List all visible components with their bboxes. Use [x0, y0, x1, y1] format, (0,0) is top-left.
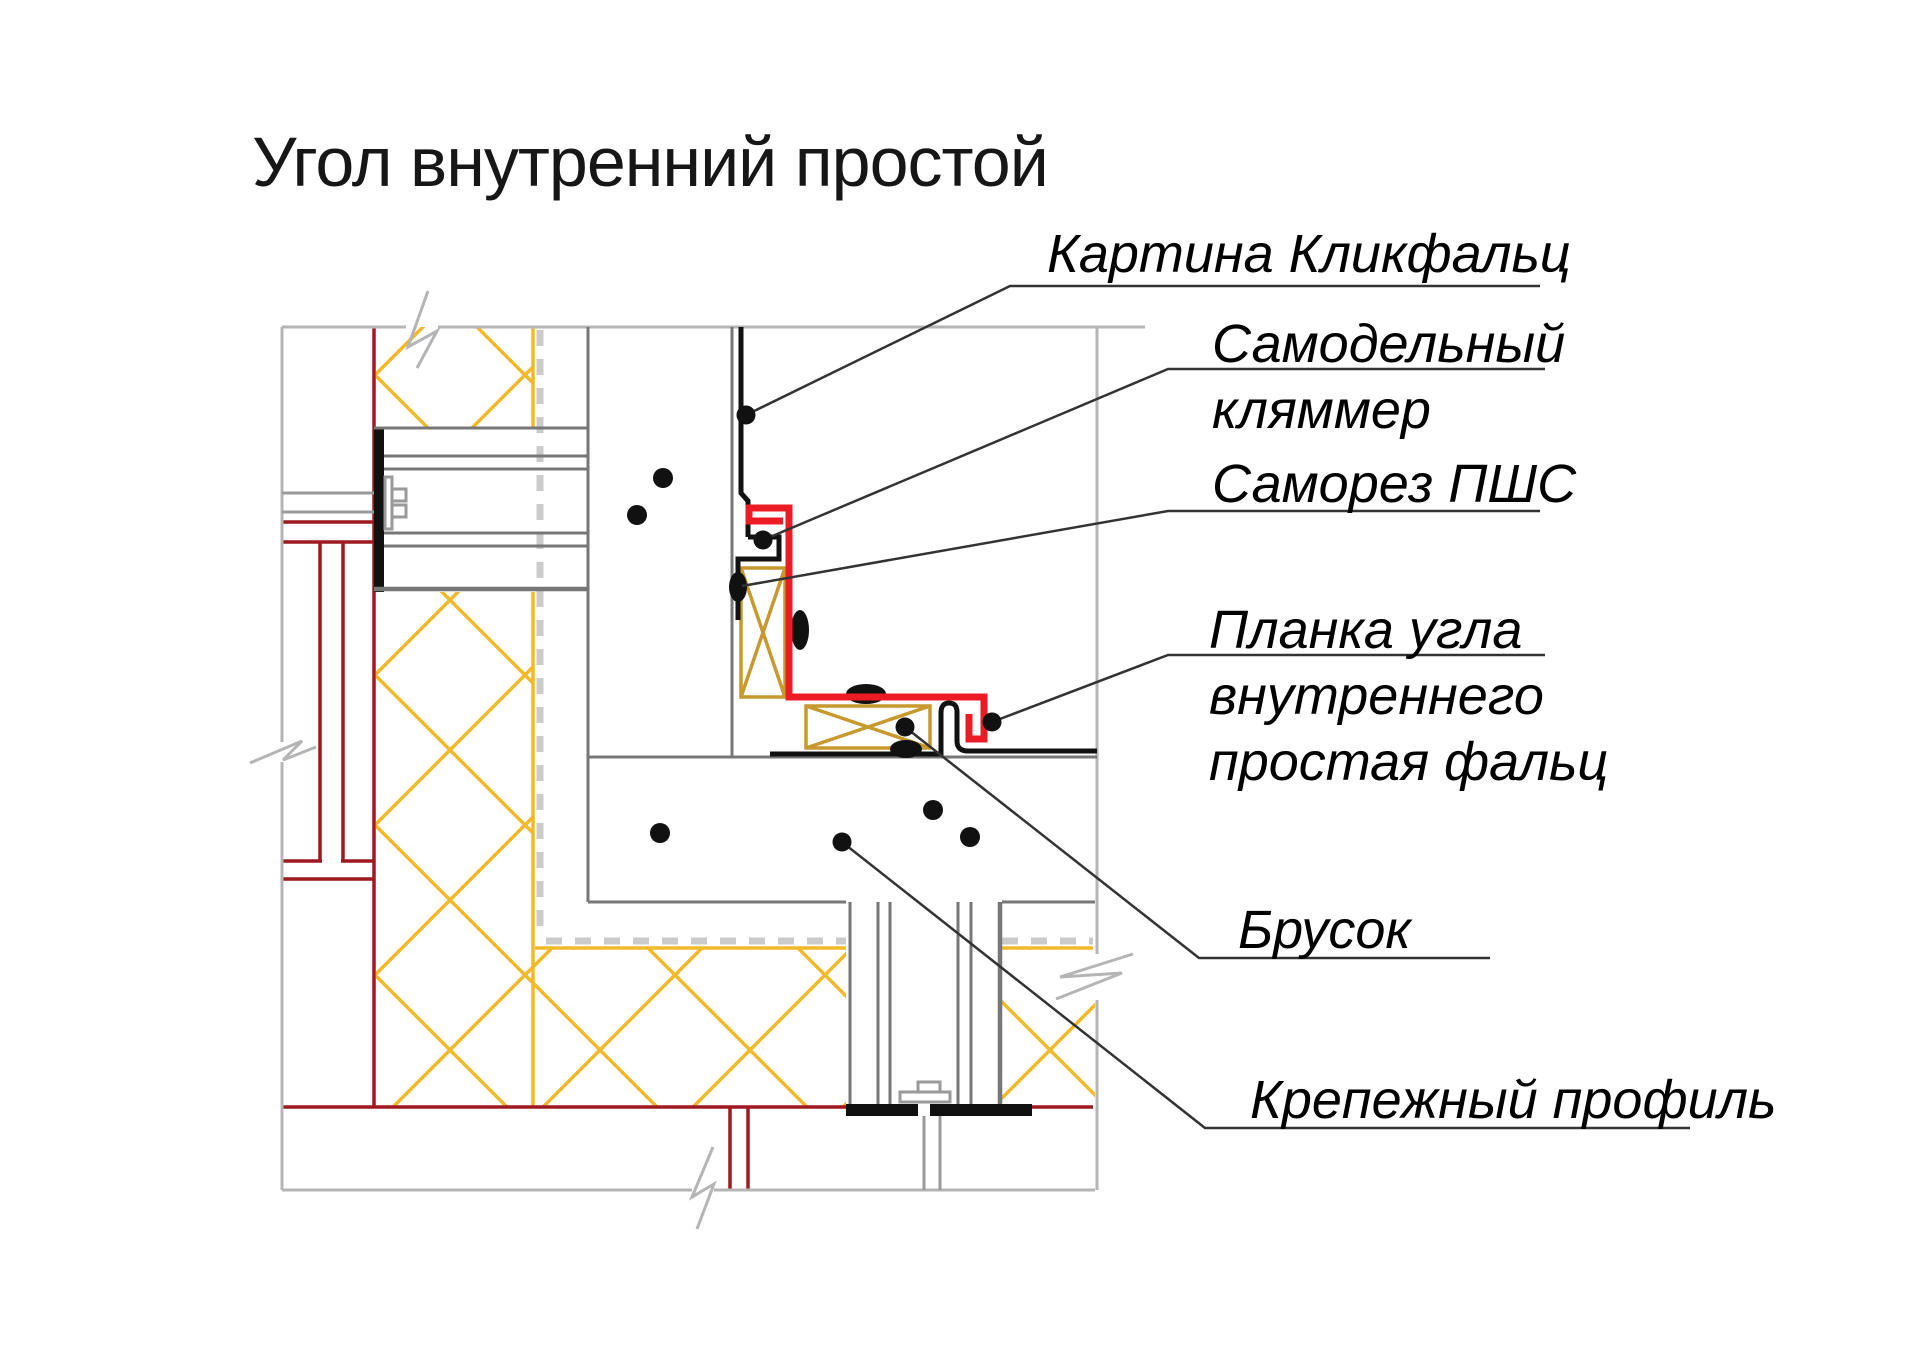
wall-dot	[650, 823, 670, 843]
label-brusok: Брусок	[1238, 900, 1411, 960]
bracket-plate	[385, 477, 392, 529]
label-kartina: Картина Кликфальц	[1047, 224, 1571, 284]
wall-dot	[653, 468, 673, 488]
break-symbol-left	[250, 741, 316, 763]
bracket-tab	[392, 489, 406, 501]
callout-labels	[1047, 224, 1776, 1130]
label-klyammer-line2: кляммер	[1212, 380, 1431, 440]
label-planka-line1: Планка угла	[1209, 600, 1523, 660]
wood-block-vertical	[741, 568, 785, 697]
bracket-assembly-left	[374, 427, 588, 592]
label-planka-line3: простая фальц	[1209, 732, 1609, 792]
bracket-tab	[392, 505, 406, 517]
leader-samorez	[742, 511, 1540, 586]
wall-dot	[960, 827, 980, 847]
break-symbol-bottom	[692, 1147, 714, 1229]
wall-dot	[923, 800, 943, 820]
screw-head-right	[791, 610, 809, 650]
label-klyammer-line1: Самодельный	[1212, 314, 1566, 374]
label-profil: Крепежный профиль	[1250, 1070, 1777, 1130]
bracket-tab	[918, 1082, 940, 1092]
page-title: Угол внутренний простой	[252, 123, 1048, 201]
wall-structure	[588, 327, 1097, 902]
insulation-horizontal-band	[533, 948, 1095, 1107]
label-planka-line2: внутреннего	[1209, 666, 1544, 726]
membrane-dashed-line	[540, 330, 1093, 941]
label-samorez: Саморез ПШС	[1212, 454, 1577, 514]
insulation-vertical-column	[376, 327, 533, 1107]
wall-dot	[627, 505, 647, 525]
